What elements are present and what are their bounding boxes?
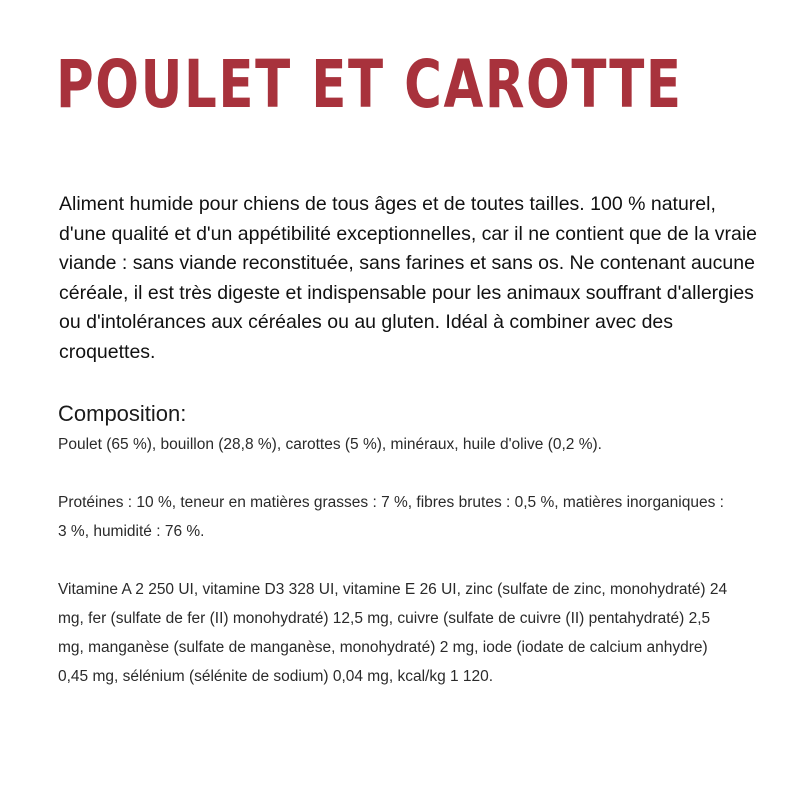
product-description: Aliment humide pour chiens de tous âges et de toutes tailles. 100 % naturel, d'une qualité et d'un appétibilité exceptionnelles, car il ne contient que de la vraie viande : sans viande reconstituée, sans farines et sans os. Ne contenant aucune céréale, il est très digeste et indispensable pour les animaux souffrant d'allergies ou d'intolérances aux céréales ou au gluten. Idéal à combiner avec des croquettes.	[59, 193, 758, 363]
composition-heading: Composition:	[58, 401, 187, 426]
analytical-constituents-text: Protéines : 10 %, teneur en matières grasses : 7 %, fibres brutes : 0,5 %, matières inorganiques : 3 %, humidité : 76 %.	[58, 494, 724, 540]
ingredients-text: Poulet (65 %), bouillon (28,8 %), carottes (5 %), minéraux, huile d'olive (0,2 %).	[58, 436, 602, 453]
composition-section	[58, 400, 758, 691]
product-title: POULET ET CAROTTE	[56, 46, 683, 123]
additives-text: Vitamine A 2 250 UI, vitamine D3 328 UI, vitamine E 26 UI, zinc (sulfate de zinc, monohydraté) 24 mg, fer (sulfate de fer (II) monohydraté) 12,5 mg, cuivre (sulfate de cuivre (II) pentahydraté) 2,5 mg, manganèse (sulfate de manganèse, monohydraté) 2 mg, iode (iodate de calcium anhydre) 0,45 mg, sélénium (sélénite de sodium) 0,04 mg, kcal/kg 1 120.	[58, 581, 728, 685]
